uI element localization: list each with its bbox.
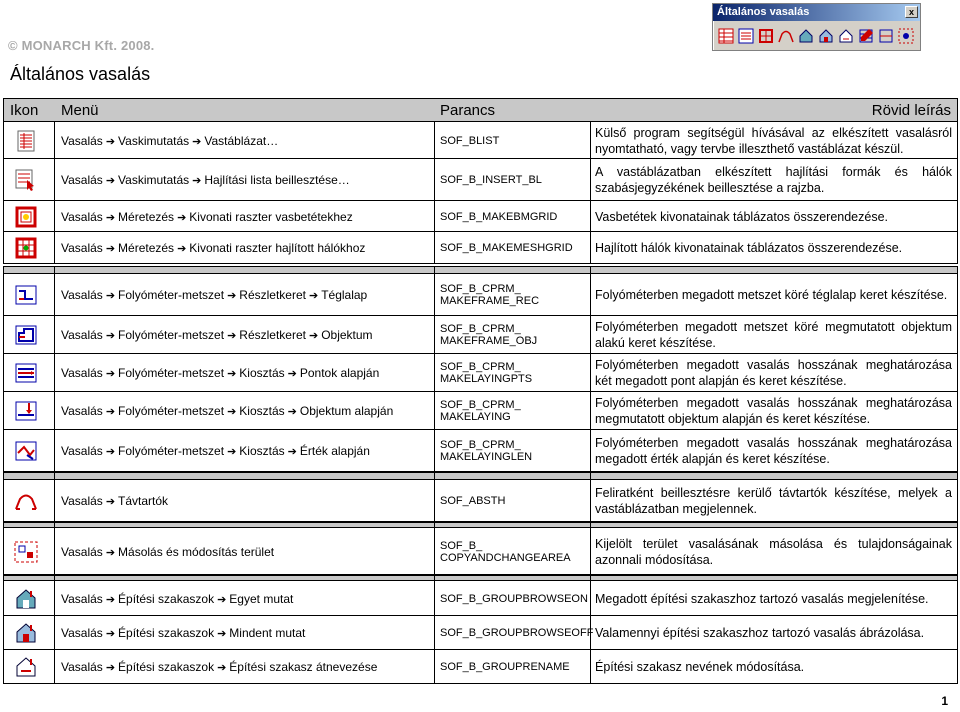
toolbar-window [712,3,921,51]
arrow-right-icon: ➔ [105,546,116,559]
arrow-right-icon: ➔ [105,211,116,224]
menu-item: Vasalás [61,173,103,187]
command-icon [10,488,42,514]
menu-item: Téglalap [321,288,368,302]
arrow-right-icon: ➔ [308,330,319,342]
command-line: MAKELAYINGLEN [440,451,533,463]
section-separator [3,472,958,480]
menu-item: Folyóméter-metszet [118,288,225,302]
arrow-right-icon: ➔ [287,406,297,418]
arrow-right-icon: ➔ [105,330,116,342]
arrow-right-icon: ➔ [227,368,237,380]
arrow-right-icon: ➔ [105,496,116,508]
command-line: MAKEFRAME_OBJ [440,335,538,347]
description-text: Külső program segítségül hívásával az elkészített vasalásról nyomtatható, vagy tervbe illeszthető vastáblázat készül. [595,125,952,156]
menu-item: Vaskimutatás [118,173,190,187]
menu-path [61,210,353,224]
arrow-right-icon: ➔ [177,243,187,255]
menu-item: Objektum [321,328,373,342]
arrow-right-icon: ➔ [287,368,297,380]
menu-item: Folyóméter-metszet [118,366,225,380]
section-separator [3,266,958,274]
menu-path [61,241,365,255]
menu-item: Vasalás [61,626,103,640]
menu-item: Folyóméter-metszet [118,404,225,418]
description-text: Folyóméterben megadott metszet köré téglalap keret készítése. [595,288,948,302]
menu-item: Méretezés [118,241,175,255]
arrow-right-icon: ➔ [287,446,297,458]
command-icon [10,438,42,464]
description-text: A vastáblázatban elkészített hajlítási formák és hálók szabásjegyzékének beillesztése a rajzba. [595,165,952,195]
menu-item: Építési szakaszok [118,626,215,640]
table-row [3,650,958,684]
command-name [440,627,593,639]
toolbar-title: Általános vasalás [717,6,810,18]
menu-item: Folyóméter-metszet [118,328,225,342]
command-icon [10,204,42,230]
menu-item: Pontok alapján [299,366,380,380]
command-icon [10,539,42,565]
command-icon [10,360,42,386]
arrow-right-icon: ➔ [105,593,116,606]
menu-item: Vasalás [61,444,103,458]
table-row [3,274,958,316]
arrow-right-icon: ➔ [227,290,237,302]
table-row [3,122,958,159]
menu-item: Vasalás [61,288,103,302]
menu-path [61,545,274,559]
arrow-right-icon: ➔ [105,368,116,380]
menu-item: Vasalás [61,660,103,674]
command-icon [10,322,42,348]
table-row [3,201,958,232]
column-header-menu: Menü [61,102,99,119]
command-line: SOF_B_CPRM_ [440,283,521,295]
arrow-right-icon: ➔ [105,290,116,302]
command-name [440,323,537,347]
arrow-right-icon: ➔ [217,662,227,674]
command-name [440,495,505,507]
menu-item: Vasalás [61,133,103,148]
command-icon [10,167,42,193]
menu-item: Vasalás [61,366,103,380]
command-name [440,361,532,385]
list-insert-icon[interactable] [736,25,756,47]
command-icon [10,235,42,261]
arrow-right-icon: ➔ [105,406,116,418]
menu-item: Vasalás [61,494,103,508]
arrow-right-icon: ➔ [217,593,227,606]
command-line: SOF_B_GROUPBROWSEON [440,592,588,605]
command-line: SOF_B_GROUPBROWSEOFF [440,627,594,639]
menu-item: Építési szakaszok [118,591,215,606]
command-line: SOF_B_ [440,539,483,552]
menu-item: Vasalás [61,209,103,224]
command-line: COPYANDCHANGEAREA [440,551,571,564]
red-grid-icon[interactable] [756,25,776,47]
menu-item: Távtartók [118,494,169,508]
menu-item: Objektum alapján [299,404,394,418]
column-header-description: Rövid leírás [871,102,951,119]
menu-item: Hajlítási lista beillesztése… [204,173,350,187]
arc-icon[interactable] [776,25,796,47]
page-title: Általános vasalás [10,64,151,84]
command-line: SOF_B_GROUPRENAME [440,661,570,673]
menu-item: Vasalás [61,328,103,342]
arrow-right-icon: ➔ [105,446,116,458]
menu-path [61,404,393,418]
menu-item: Kivonati raszter hajlított hálókhoz [189,241,366,255]
page-number: 1 [941,694,948,708]
description-text: Folyóméterben megadott vasalás hosszának meghatározása két megadott pont alapján és keret készítése. [595,358,952,388]
command-line: MAKEFRAME_REC [440,295,540,307]
description-text: Feliratként beillesztésre kerülő távtartók készítése, melyek a vastáblázatban megjelennek. [595,486,952,516]
house-rename-icon[interactable] [836,25,856,47]
command-line: MAKELAYING [440,411,511,423]
arrow-right-icon: ➔ [105,662,116,674]
command-icon [10,282,42,308]
command-name [440,242,573,254]
command-line: SOF_B_MAKEBMGRID [440,210,558,223]
toolbar-icons [713,21,920,51]
description-text: Folyóméterben megadott vasalás hosszának meghatározása megmutatott objektum alapján és keret készítése. [595,396,952,426]
table-row [3,392,958,430]
table-row [3,430,958,472]
command-line: SOF_BLIST [440,134,500,147]
table-row [3,159,958,201]
command-name [440,661,570,673]
menu-item: Építési szakaszok [118,660,215,674]
menu-path [61,366,379,380]
menu-item: Mindent mutat [229,626,306,640]
command-name [440,211,557,223]
column-header-icon: Ikon [10,102,39,119]
command-line: SOF_B_CPRM_ [440,439,521,451]
copy-area-icon[interactable] [896,25,916,47]
arrow-right-icon: ➔ [217,628,227,640]
command-name [440,593,588,605]
menu-item: Egyet mutat [229,591,294,606]
command-icon [10,620,42,646]
arrow-right-icon: ➔ [105,175,116,187]
house-icon[interactable] [796,25,816,47]
command-icon [10,586,42,612]
menu-item: Vasalás [61,241,103,255]
table-row [3,581,958,616]
arrow-right-icon: ➔ [308,290,319,302]
command-icon [10,128,42,154]
description-text: Vasbetétek kivonatainak táblázatos összerendezése. [595,209,889,224]
table-row [3,316,958,354]
command-line: SOF_B_MAKEMESHGRID [440,242,573,254]
arrow-right-icon: ➔ [227,406,237,418]
column-header-command: Parancs [440,102,496,119]
menu-item: Vaskimutatás [118,133,190,148]
arrow-right-icon: ➔ [192,135,202,148]
menu-item: Vasalás [61,544,103,559]
table-row [3,528,958,575]
menu-path [61,134,278,148]
menu-item: Vasalás [61,591,103,606]
menu-item: Vastáblázat… [204,133,279,148]
menu-path [61,173,350,187]
description-text: Folyóméterben megadott vasalás hosszának meghatározása megadott érték alapján és keret készítése. [595,436,952,466]
arrow-right-icon: ➔ [105,628,116,640]
menu-item: Méretezés [118,209,175,224]
arrow-right-icon: ➔ [177,211,187,224]
menu-item: Kiosztás [239,366,285,380]
command-line: SOF_B_CPRM_ [440,399,521,411]
menu-path [61,660,377,674]
arrow-right-icon: ➔ [105,243,116,255]
menu-path [61,444,370,458]
menu-item: Kiosztás [239,444,285,458]
arrow-right-icon: ➔ [227,330,237,342]
arrow-right-icon: ➔ [227,446,237,458]
house-all-icon[interactable] [816,25,836,47]
menu-item: Folyóméter-metszet [118,444,225,458]
grid-edit-icon[interactable] [856,25,876,47]
command-name [440,283,539,307]
layout-icon[interactable] [876,25,896,47]
table-row [3,616,958,650]
command-line: SOF_ABSTH [440,495,506,507]
command-line: SOF_B_CPRM_ [440,361,521,373]
menu-item: Másolás és módosítás terület [118,544,275,559]
menu-path [61,288,367,302]
command-name [440,540,571,564]
arrow-right-icon: ➔ [192,175,202,187]
arrow-right-icon: ➔ [105,135,116,148]
command-line: SOF_B_CPRM_ [440,323,521,335]
table-row [3,232,958,264]
menu-path [61,328,373,342]
menu-item: Kivonati raszter vasbetétekhez [189,209,353,224]
description-text: Folyóméterben megadott metszet köré megmutatott objektum alakú keret készítése. [595,320,952,350]
command-name [440,439,532,463]
table-icon[interactable] [716,25,736,47]
command-icon [10,398,42,424]
menu-item: Érték alapján [299,444,370,458]
menu-item: Kiosztás [239,404,285,418]
command-name [440,135,499,147]
command-line: SOF_B_INSERT_BL [440,174,542,186]
description-text: Építési szakasz nevének módosítása. [595,660,805,674]
copyright: © MONARCH Kft. 2008. [8,38,155,53]
command-name [440,174,542,186]
menu-path [61,494,168,508]
table-row [3,480,958,522]
description-text: Hajlított hálók kivonatainak táblázatos összerendezése. [595,241,903,255]
menu-path [61,626,305,640]
command-name [440,399,521,423]
command-line: MAKELAYINGPTS [440,373,533,385]
close-button[interactable]: x [905,6,918,18]
table-header [3,98,958,122]
menu-item: Részletkeret [239,288,306,302]
command-icon [10,654,42,680]
menu-item: Részletkeret [239,328,306,342]
description-text: Kijelölt terület vasalásának másolása és tulajdonságainak azonnali módosítása. [595,536,952,567]
description-text: Valamennyi építési szakaszhoz tartozó vasalás ábrázolása. [595,626,925,640]
description-text: Megadott építési szakaszhoz tartozó vasalás megjelenítése. [595,591,929,606]
toolbar-title-bar[interactable] [713,4,920,21]
menu-item: Vasalás [61,404,103,418]
table-row [3,354,958,392]
menu-item: Építési szakasz átnevezése [229,660,378,674]
menu-path [61,592,293,606]
